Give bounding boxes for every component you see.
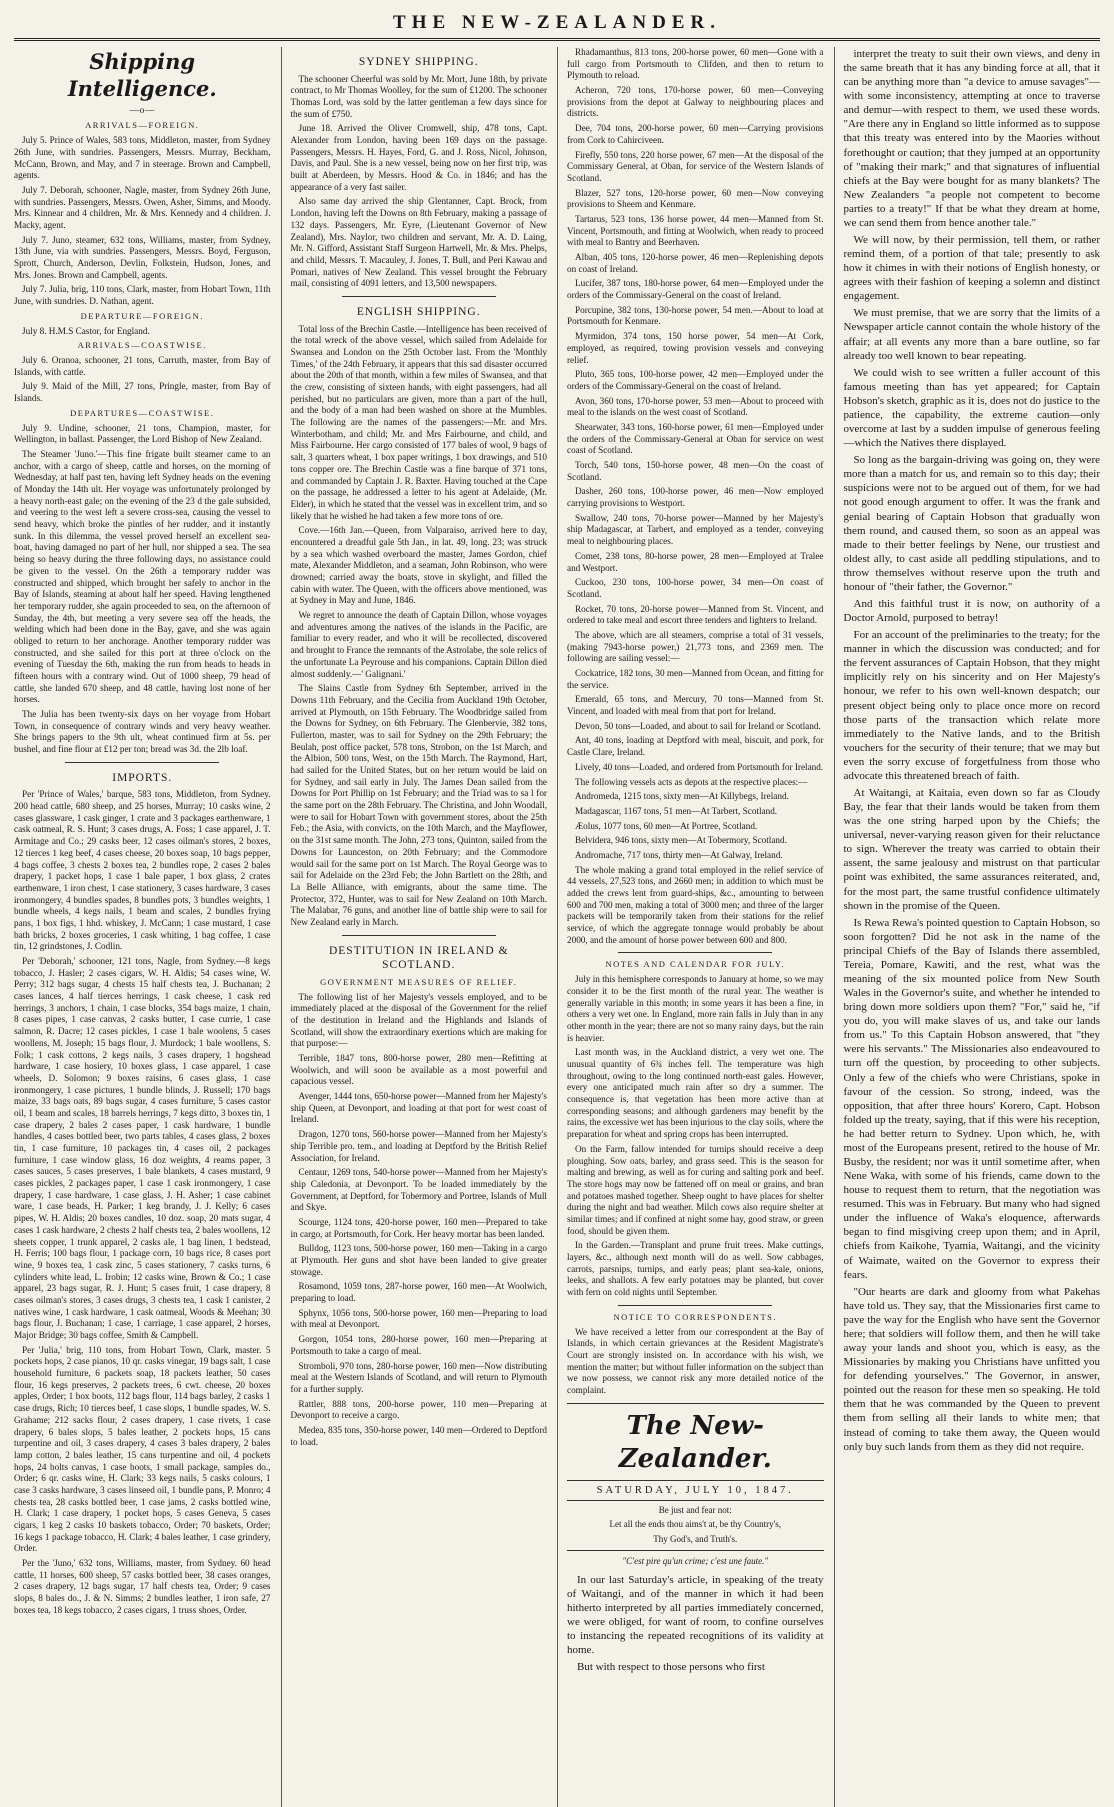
- paragraph: We will now, by their permission, tell them, or rather remind them, of a portion of that tale; presently to ask how it chimes in with their notions of English honesty, or agrees with their fashion of keeping a solemn and distinct engagement.: [843, 234, 1100, 303]
- paragraph: Per 'Deborah,' schooner, 121 tons, Nagle, from Sydney.—8 kegs tobacco, J. Hasler; 2 cases cigars, W. H. Aldis; 54 cases wine, W. Perry; 312 bags sugar, 4 chests 15 half chests tea, J. Buchanan; 2 cases lances, 4 half tierces herrings, 1 cask cheese, 1 cask red herrings, 3 anchors, 1 chain, 1 case blocks, 354 bags maize, 1 chain, 8 cases pipes, 1 case canvas, 2 casks butter, 1 case currie, 1 case salmon, R. Dacre; 12 cases pickles, 1 case 1 bale woolens, 5 cases woollens, M. Joseph; 15 bags flour, J. Murdock; 1 bale woollens, S. Folk; 1 cask cottons, 2 kegs nails, 3 cases drapery, 1 hogshead hardware, 1 case hosiery, 10 boxes glass, 1 case apparel, 1 case wheels, D. Solomon; 9 boxes raisins, 6 cases glass, 1 case ironmongery, 1 case pictures, 1 bundle blinds, J. Russell; 170 bags maize, 33 bags oats, 89 bags sugar, 4 cases furniture, 5 cases castor oil, 1 beam and scales, 18 barrels herrings, 7 kegs ditto, 3 boxes tin, 1 case drapery, 2 bales 2 cases paper, 1 cask hardware, 1 bundle handles, 4 cases bottled beer, two parts tables, 4 cases glass, 2 boxes tin, 1 case furniture, 10 packages tin, 4 cases oil, 2 packages furniture, 1 case window glass, 16 doz weights, 4 reams paper, 3 cases sauces, 5 cases preserves, 1 bale blankets, 4 cases mustard, 9 cases pickles, 2 packages paper, 1 case 1 cask ironmongery, 1 case drapery, 1 case hardware, 1 case glass, J. H. Asher; 1 case cabinet ware, 1 case beads, H. Parker; 1 keg brandy, J. J. Kelly; 6 cases pipes, W. H. Aldis; 20 boxes candles, 10 doz. soap, 20 mats sugar, 4 cases 1 cask hardware, 2 chests 2 half chests tea, 2 bales woollens, 12 sheets copper, 1 trunk apparel, 2 casks ale, 1 bag linen, 1 bedstead, H. Ferris; 100 bags flour, 1 package corn, 10 bags rice, 8 cases port wine, 9 boxes tea, 1 cask zinc, 5 cases stationery, 7 casks turns, 6 cylinders white lead, L. Irobin; 12 casks wine, Brown & Co.; 1 case apparel, 23 bags sugar, R. J. Hunt; 5 cases fruit, 1 case drapery, 8 cases oilman's stores, 3 cases drugs, 3 chests tea, 1 cask 1 canister, 2 natives wine, 1 cask hardware, 1 cask oatmeal, Woods & Meehan; 30 bags flour, J. Buchanan; 1 case, 1 carriage, 1 case apparel, 2 horses, Major Bridge; 30 bags coffee, Smith & Campbell.: [14, 956, 271, 1341]
- imports-heading: IMPORTS.: [112, 771, 173, 784]
- paragraph: For an account of the preliminaries to the treaty; for the manner in which the discussion was conducted; and for the fervent assurances of Captain Hobson, that they might implicitly rely on his sincerity and on Her Majesty's honour, we refer to his own well-known despatch; our present object being only to place once more on record those parts of the transaction which relate more immediately to the Native lands, and to the British vouchers for the security of their tenure; that we may but even the sorry excuse of forgetfulness from those who advocate this threatened breach of faith.: [843, 629, 1100, 782]
- paragraph: Comet, 238 tons, 80-horse power, 28 men—Employed at Tralee and Westport.: [567, 550, 824, 573]
- divider: [618, 1305, 772, 1306]
- paragraph: Per the 'Juno,' 632 tons, Williams, master, from Sydney. 60 head cattle, 11 horses, 600 sheep, 57 casks bottled beer, 38 cases oranges, 2 cases drapery, 12 bags sugar, 17 half chests tea, Order; 9 cases slops, 8 bales do., J. & N. Simms; 2 bundles leather, 1 iron safe, 27 boxes tea, 18 kegs tobacco, 2 cases cigars, 1 truss shoes, Order.: [14, 1558, 271, 1615]
- paragraph: Avon, 360 tons, 170-horse power, 53 men—About to proceed with meal to the islands on the west coast of Scotland.: [567, 395, 824, 418]
- paragraph: We regret to announce the death of Captain Dillon, whose voyages and adventures among the natives of the islands in the Pacific, are familiar to every reader, and who it will be recollected, discovered and brought to France the remnants of the Astrolabe, the sole relics of the unfortunate La Peyrouse and his companions. Captain Dillon died almost suddenly.—' Galignani.': [290, 610, 547, 679]
- paragraph: Per 'Julia,' brig, 110 tons, from Hobart Town, Clark, master. 5 pockets hops, 2 case pianos, 10 qr. casks vinegar, 19 bags salt, 1 case household furniture, 6 packets soap, 18 packets leather, 50 cases flour, 16 kegs preserves, 2 packets trees, 6 cwt. cheese, 20 boxes apples, Order; 1 box boots, 112 bags flour, 114 bags barley, 2 casks 1 case drugs, Rich; 10 tierces beef, 1 case slops, 1 bundle spades, W. S. Grahame; 212 sacks flour, 2 cases drapery, 1 case rivets, 1 case drapery, 6 bales slops, 5 bales leather, 2 pockets hops, 15 cans turpentine and oil, 3 cases drapery, 4 cases 3 bales drapery, 2 bales lamp cotton, 2 bales leather, 15 cans turpentine and oil, 4 pockets hops, 24 bolts canvas, 1 case boots, 1 small package, samples do., Order; 6 qr. casks wine, H. Clark; 33 kegs nails, 5 casks colours, 1 case 3 casks hardware, 3 cases linseed oil, 1 bundle pans, P. Monro; 4 chests tea, 28 casks bottled beer, 1 case jams, 2 casks bottled wine, H. Clark; 1 case drapery, 1 pocket hops, 5 cases Geneva, 5 cases cigars, 1 keg 2 casks 10 baskets tobacco, Order; 70 baskets, Order; 16 kegs 1 package tobacco, H. Clark; 4 bales leather, 1 case grindery, Order.: [14, 1344, 271, 1554]
- paragraph: We could wish to see written a fuller account of this famous meeting than has yet appeared; for Captain Hobson's sketch, graphic as it is, does not do justice to the patience, the capability, the extreme caution—only overcome at last by a sudden impulse of generous feeling—which the Natives there displayed.: [843, 366, 1100, 450]
- ornament: —o—: [129, 106, 155, 117]
- paragraph: Sphynx, 1056 tons, 500-horse power, 160 men—Preparing to load with meal at Devonport.: [290, 1307, 547, 1330]
- paragraph: So long as the bargain-driving was going on, they were more than a match for us, and remain so to this day; their suspicions were not to be argued out of them, for we had not good enough argument to offer. It was the frank and genial bearing of Captain Hobson that gradually won them round, and caused them, so soon as an appeal was made to their better feelings by Nene, our trustiest and oldest ally, to cast aside all peddling stipulations, and to throw themselves without reserve upon the truth and honour of "their father, the Governor.": [843, 454, 1100, 593]
- paragraph: Acheron, 720 tons, 170-horse power, 60 men—Conveying provisions from the depot at Galway to neighbouring places and districts.: [567, 85, 824, 119]
- paragraph: And this faithful trust it is now, on authority of a Doctor Arnold, purposed to betray!: [843, 597, 1100, 625]
- section-subheading: ARRIVALS—COASTWISE.: [77, 340, 207, 351]
- paragraph: Firefly, 550 tons, 220 horse power, 67 men—At the disposal of the Commissary General, at Oban, for service of the Western Islands of Scotland.: [567, 149, 824, 183]
- paragraph: In the Garden.—Transplant and prune fruit trees. Make cuttings, layers, &c., although next month will do as well. Sow cabbages, carrots, parsnips, turnips, and early peas; plant sea-kale, onions, leeks, and shallots. A few early potatoes may be planted, but cover with fern on cold nights until September.: [567, 1240, 824, 1298]
- divider: [342, 296, 496, 297]
- paragraph: The Steamer 'Juno.'—This fine frigate built steamer came to an anchor, with a cargo of sheep, cattle and horses, on the morning of Wednesday, at half past ten, having left Sydney heads on the evening of Monday the 14th ult. Her voyage was unfortunately prolonged by a heavy north-east gale; on the evening of the 23 d the gale subsided, and veering to the west left a severe cross-sea, causing the vessel to send heavy, which broke the pintles of her rudder, and it instantly sunk. In this dilemma, the vessel proved herself an excellent sea-boat, having damaged no part of her hull, nor shipped a sea. The sea being so heavy during the three following days, no assistance could be given to the vessel. On the 26th a temporary rudder was constructed and shipped, which brought her safely to anchor in the Bay of Islands, steaming at about half her speed. Having lengthened her temporary rudder, she again proceeded to sea, on the afternoon of Sunday, the 4th, but meeting a very severe sea off the heads, the welding which had been done in the Bay, gave, and she was again obliged to return to her anchorage. Another temporary rudder was constructed, and she sailed for this port at three o'clock on the evening of Tuesday the 6th, making the run from heads to heads in fifteen hours with a contrary wind. Out of 1000 sheep, 79 head of cattle, she landed 670 sheep, and 48 cattle, having lost none of her horses.: [14, 448, 271, 705]
- paragraph: Dragon, 1270 tons, 560-horse power—Manned from her Majesty's ship Terrible pro. tem., and loading at Deptford by the British Relief Association, for Ireland.: [290, 1129, 547, 1163]
- paragraph: Alban, 405 tons, 120-horse power, 46 men—Replenishing depots on coast of Ireland.: [567, 252, 824, 274]
- sydney-shipping-heading: SYDNEY SHIPPING.: [358, 56, 479, 68]
- paragraph: Dee, 704 tons, 200-horse power, 60 men—Carrying provisions from Cork to Cahirciveen.: [567, 123, 824, 145]
- paragraph: Swallow, 240 tons, 70-horse power—Manned by her Majesty's ship Madagascar, at Tarbert, and employed as a tender, conveying meal to neighbouring places.: [567, 512, 824, 547]
- motto-line: Let all the ends thou aims't at, be thy Country's,: [609, 1519, 781, 1530]
- paragraph: Madagascar, 1167 tons, 51 men—At Tarbert, Scotland.: [575, 805, 778, 816]
- destitution-heading: DESTITUTION IN IRELAND & SCOTLAND.: [328, 944, 509, 972]
- column-4: [834, 47, 1101, 1807]
- paragraph: The whole making a grand total employed in the relief service of 44 vessels, 27,523 tons, and 2660 men; in addition to which must be added the crews lent from guard-ships, &c., amounting to between 600 and 700 men, making a total of 3000 men; and three of the larger packets will be temporarily taken from their stations for the relief service, of which the aggregate tonnage would probably be about 2000, and the amount of horse power between 600 and 800.: [567, 864, 824, 945]
- paragraph: Myrmidon, 374 tons, 150 horse power, 54 men—At Cork, employed, as required, towing provision vessels and conveying relief.: [567, 331, 824, 365]
- paragraph: July 9. Maid of the Mill, 27 tons, Pringle, master, from Bay of Islands.: [14, 381, 271, 404]
- paragraph: But with respect to those persons who first: [577, 1661, 765, 1674]
- notes-heading: NOTES AND CALENDAR FOR JULY.: [605, 959, 786, 970]
- correspondents-heading: NOTICE TO CORRESPONDENTS.: [613, 1311, 778, 1322]
- paragraph: "Our hearts are dark and gloomy from what Pakehas have told us. They say, that the Missionaries first came to pave the way for the English who have sent the Governor here; that soldiers will follow them, and then he will take away your lands and shoot you, which is easy, as the Missionaries by making you Christians have unfitted you for defending yourselves." The Governor, in answer, pointed out the reason for these men so speaking. He told them that he was commanded by the Queen to prevent them from selling all their lands to white men; that instead of coming to take them away, the Queen would only buy such lands from them as they did not require.: [843, 1285, 1100, 1453]
- paragraph: Devon, 50 tons—Loaded, and about to sail for Ireland or Scotland.: [575, 720, 821, 731]
- paragraph: Belvidera, 946 tons, sixty men—At Tobermory, Scotland.: [575, 835, 787, 846]
- paragraph: Cove.—16th Jan.—Queen, from Valparaiso, arrived here to day, encountered a dreadful gale 5th Jan., in lat. 49, long. 23; was struck by a sea which washed overboard the master, James Gordon, chief mate, Alexander Middleton, and a seaman, John Robinson, who were drowned; carried away the boats, stove in skylight, and filled the cabin with water. The Queen, with the officers above mentioned, was at Sydney in May and June, 1846.: [290, 525, 547, 606]
- paragraph: The schooner Cheerful was sold by Mr. Mort, June 18th, by private contract, to Mr Thomas Woolley, for the sum of £1200. The schooner Thomas Lord, was sold by the latter gentleman a few days since for the sum of £750.: [290, 73, 547, 119]
- paragraph: Andromeda, 1215 tons, sixty men—At Killybegs, Ireland.: [575, 791, 789, 802]
- paragraph: July in this hemisphere corresponds to January at home, so we may consider it to be the first month of the rural year. The weather is generally variable in this month; in some years it has been a fine, in others a very wet one. In England, more rain falls in July than in any other month in the year; there are not so many rainy days, but the rain is heavier.: [567, 974, 824, 1043]
- section-subheading: GOVERNMENT MEASURES OF RELIEF.: [320, 976, 518, 987]
- paragraph: Tartarus, 523 tons, 136 horse power, 44 men—Manned from St. Vincent, Portsmouth, and fitting at Woolwich, when ready to proceed with meal to Bantry and Beerhaven.: [567, 213, 824, 248]
- paragraph: We must premise, that we are sorry that the limits of a Newspaper article cannot contain the whole history of the affair; at all events any more than a bare outline, so far already too well known to bear repeating.: [843, 307, 1100, 362]
- paragraph: Æolus, 1077 tons, 60 men—At Portree, Scotland.: [575, 820, 758, 831]
- paragraph: Centaur, 1269 tons, 540-horse power—Manned from her Majesty's ship Caledonia, at Devonport. To be loaded immediately by the Government, at Deptford, for Tobermory and Portree, Islands of Mull and Skye.: [290, 1167, 547, 1213]
- paragraph: Rattler, 888 tons, 200-horse power, 110 men—Preparing at Devonport to receive a cargo.: [290, 1398, 547, 1421]
- paragraph: Andromache, 717 tons, thirty men—At Galway, Ireland.: [575, 849, 783, 860]
- paragraph: Pluto, 365 tons, 100-horse power, 42 men—Employed under the orders of the Commissary-General on the coast of Ireland.: [567, 369, 824, 391]
- epigraph: "C'est pire qu'un crime; c'est une faute.": [567, 1550, 824, 1567]
- paragraph: Torch, 540 tons, 150-horse power, 48 men—On the coast of Scotland.: [567, 460, 824, 482]
- paragraph: The above, which are all steamers, comprise a total of 31 vessels, (making 7943-horse power,) 21,773 tons, and 2369 men. The following are sailing vessel:—: [567, 629, 824, 664]
- paragraph: Shearwater, 343 tons, 160-horse power, 61 men—Employed under the orders of the Commissary-General at Oban for service on west coast of Scotland.: [567, 421, 824, 456]
- divider: [342, 935, 496, 936]
- paragraph: The following vessels acts as depots at the respective places:—: [575, 776, 808, 787]
- paragraph: Cuckoo, 230 tons, 100-horse power, 34 men—On coast of Scotland.: [567, 577, 824, 599]
- motto-line: Thy God's, and Truth's.: [653, 1533, 738, 1544]
- paragraph: July 7. Deborah, schooner, Nagle, master, from Sydney 26th June, with sundries. Passengers, Messrs. Owen, Asher, Simms, and Moody. Mrs. Kinnear and 4 children, Mr. & Mrs. Kennedy and 4 children. J. Macky, agent.: [14, 184, 271, 230]
- paragraph: Rhadamanthus, 813 tons, 200-horse power, 60 men—Gone with a full cargo from Portsmouth to Clifden, and then to return to Plymouth to reload.: [567, 47, 824, 81]
- paragraph: Total loss of the Brechin Castle.—Intelligence has been received of the total wreck of the above vessel, which sailed from Adelaide for Swansea and London on the 25th October last. From the 'Monthly Times,' of the 24th February, it appears that this sad disaster occurred about the 20th of that month, within a few miles of Swansea, and that the crew, consisting of sixteen hands, with eight passengers, had all perished, but no particulars are given, more than a part of the hull, and the body of a man had been washed on shore at the Mumbles. The following are the names of the passengers:—Mr. and Mrs. Winterbotham, and child; Mr. and Mrs Fairbourne, and child, and Miss Fairbourne. Her cargo consisted of 177 bales of wool, 9 bags of salt, 3 quarters wheat, 1 box paper writings, 1 box drawings, and 510 tons copper ore. The Brechin Castle was a fine barque of 371 tons, and commanded by Captain J. R. Baxter. Having touched at the Cape on the passage, he addressed a letter to his agent at Adelaide, (Mr. Elder), in which he stated that the vessel was in excellent trim, and so likely that he wished he had taken a few more tons of ore.: [290, 323, 547, 521]
- section-subheading: DEPARTURES—COASTWISE.: [70, 407, 215, 418]
- paragraph: July 8. H.M.S Castor, for England.: [22, 325, 150, 336]
- paragraph: Blazer, 527 tons, 120-horse power, 60 men—Now conveying provisions to Sheem and Kenmare.: [567, 187, 824, 210]
- paragraph: Avenger, 1444 tons, 650-horse power—Manned from her Majesty's ship Queen, at Devonport, and loading at that port for west coast of Ireland.: [290, 1091, 547, 1125]
- paragraph: Last month was, in the Auckland district, a very wet one. The unusual quantity of 6¾ inches fell. The temperature was high throughout, owing to the long continued north-east gales. However, every one anticipated much rain after so dry a summer. The consequence is, that vegetation has been more active than at corresponding seasons; and although gardeners may benefit by the rains, the excessive wet has been injurious to the clay soils, where the preparation for wheat and spring crops has been interrupted.: [567, 1047, 824, 1140]
- masthead: THE NEW-ZEALANDER.: [14, 12, 1100, 41]
- paragraph: Emerald, 65 tons, and Mercury, 70 tons—Manned from St. Vincent, and loaded with meal from that port for Ireland.: [567, 694, 824, 717]
- column-2: [281, 47, 548, 1807]
- paragraph: Lucifer, 387 tons, 180-horse power, 64 men—Employed under the orders of the Commissary-General on the coast of Ireland.: [567, 278, 824, 301]
- paragraph: July 7. Juno, steamer, 632 tons, Williams, master, from Sydney, 13th June, via with sundries. Passengers, Messrs. Boyd, Ferguson, Sprott, Church, Anderson, Devlin, Folkstein, Hudson, Jones, and Mrs. Jones. Brown and Campbell, agents.: [14, 234, 271, 280]
- paragraph: June 18. Arrived the Oliver Cromwell, ship, 478 tons, Capt. Alexander from London, having been 169 days on the passage. Passengers, Messrs. H. Hayes, Ford, G. and J. Ross, Nicol, Johnson, Davis, and Paul. She is a new vessel, being now on her first trip, was built at Aberdeen, by Messrs. Hood & Co. in 1846; and has the appearance of a very fast sailer.: [290, 123, 547, 192]
- paragraph: Also same day arrived the ship Glentanner, Capt. Brock, from London, having left the Downs on 8th February, making a passage of 132 days. Passengers, Mr. Eyre, (Lieutenant Governor of New Zealand), Mrs. Naylor, two children and servant, Mr. A. D. Laing, Mr. N. Gifford, Assistant Staff Surgeon Hartwell, Mr. & Mrs. Phelps, and child, Messrs. T. Macauley, J. Jones, T. Bull, and Peri Kawau and Pomari, natives of New Zealand. This vessel brought the February mail, consisting of 4091 letters, and 13,500 newspapers.: [290, 196, 547, 289]
- column-3: [557, 47, 824, 1807]
- paragraph: The Julia has been twenty-six days on her voyage from Hobart Town, in consequence of contrary winds and very heavy weather. She brings papers to the 9th ult, wheat continued firm at 5s. per bushel, and fine flour at £12 per ton; bread was 3d. the 2lb loaf.: [14, 709, 271, 755]
- paper-title: The New-Zealander.: [567, 1403, 824, 1476]
- paragraph: We have received a letter from our correspondent at the Bay of Islands, in which certain grievances at the Resident Magistrate's Court are strongly insisted on. In accordance with his wish, we mention the matter; but without fuller information on the subject than we now possess, we cannot risk any more detailed notice of the complaint.: [567, 1326, 824, 1395]
- paragraph: The following list of her Majesty's vessels employed, and to be immediately placed at the disposal of the Government for the relief of the destitution in Ireland and the Highlands and Islands of Scotland, will show the extraordinary exertions which are making for that purpose:—: [290, 991, 547, 1049]
- paragraph: Dasher, 260 tons, 100-horse power, 46 men—Now employed carrying provisions to Westport.: [567, 486, 824, 509]
- divider: [65, 762, 219, 763]
- paragraph: Rosamond, 1059 tons, 287-horse power, 160 men—At Woolwich, preparing to load.: [290, 1281, 547, 1304]
- paragraph: Stromboli, 970 tons, 280-horse power, 160 men—Now distributing meal at the Western Islands of Scotland, and will return to Plymouth for a further supply.: [290, 1360, 547, 1394]
- english-shipping-heading: ENGLISH SHIPPING.: [356, 305, 481, 318]
- paragraph: Is Rewa Rewa's pointed question to Captain Hobson, so soon forgotten? Did he not ask in the name of the principal Chiefs of the Bay of Islands there assembled, Tereia, Pomare, Kawiti, and the rest, what was the meaning of the six mounted police from New South Wales in the Governor's suite, and whether he intended to bring down more soldiers upon them? "For," said he, "if you do, you will make slaves of us, and take our lands from us." To this Captain Hobson answered, that "they were his servants." The Missionaries also endeavoured to turn off the question, by proceeding to other subjects. Only a few of the chiefs who were Christians, spoke in favour of the cession. So strong, indeed, was the opposition, that after three hours' Korero, Capt. Hobson folded up the treaty, saying, that if this were his reception, he had better return to Sydney. Upon which, he, with most of the Europeans present, retired to the house of Mr. Busby, the resident; nor was it until sometime after, when Nene Waka, with some of his friends, came down to the house to request them to return, that the negotiation was resumed. This was in February. But many who had signed under the influence of Waka's eloquence, afterwards began to find misgiving creep upon them; and in April, chiefs from Kaikohe, Tyamia, Waitangi, and the vicinity of Waimate, waited on the Governor to express their fears.: [843, 916, 1100, 1281]
- paragraph: Rocket, 70 tons, 20-horse power—Manned from St. Vincent, and ordered to take meal and escort three tenders and lighters to Ireland.: [567, 603, 824, 626]
- paragraph: Scourge, 1124 tons, 420-horse power, 160 men—Prepared to take in cargo, at Portsmouth, for Cork. Her heavy mortar has been landed.: [290, 1216, 547, 1239]
- section-subheading: DEPARTURE—FOREIGN.: [80, 310, 204, 321]
- paragraph: At Waitangi, at Kaitaia, even down so far as Cloudy Bay, the fear that their lands would be taken from them was the one string harped upon by the Chiefs; the universal, never-varying reason given for their reluctance to sign. Wherever the treaty was carried to obtain their assent, the same jealousy and mistrust on that particular point was exhibited, the same assurances reiterated, and, for the most part, the same trustful confidence ultimately shown in the promise of the Queen.: [843, 786, 1100, 912]
- paragraph: interpret the treaty to suit their own views, and deny in the same breath that it has any binding force at all, that it can be anything more than "a device to amuse savages"—with some inconsistency, attempting at once to traverse and demur—with respect to them, we used these words. "Are there any in England so little informed as to suppose that this treaty was entered into by the Maories without forethought or caution; that they jumped at an opportunity of "making their mark;" and that signatures of influential chiefs at the Bay were bought for as many blankets? The New Zealanders "a people not competent to become parties to a treaty!" If that be what they dream at home, we can send them from hence another tale.": [843, 48, 1100, 229]
- paragraph: On the Farm, fallow intended for turnips should receive a deep ploughing. Sow oats, barley, and grass seed. This is the season for malting and brewing, as well as for curing and salting pork and beef. The store hogs may now be fattened off on meal or grains, and bran and potatoes mashed together. Sheep ought to have places for shelter during the night and bad weather. Milch cows also require shelter at similar times; and if confined at night some hay, good straw, or green food, should be given them.: [567, 1143, 824, 1236]
- issue-date: SATURDAY, JULY 10, 1847.: [567, 1480, 824, 1501]
- paragraph: The Slains Castle from Sydney 6th September, arrived in the Downs 11th February, and the Cecilia from Auckland 19th October, arrived at Plymouth, on 15th February. The Woodbridge sailed from the Downs for Sydney, on 6th February. The Glenbervie, 382 tons, Fullerton, master, was to sail for Sydney on the 29th February; the Beulah, post office packet, 578 tons, Strobon, on the 1st March, and the Albion, 500 tons, West, on the 15th March. The Raymond, Hart, had sailed for the United States, but on her return would be laid on for Sydney, and sail early in July. The James Dean sailed from the Downs for Port Phillip on 1st February; and the Triad was to sa l for the same port on the 28th February. The Christina, and John Woodall, were to sail for Hobart Town with government stores, about the 25th Feb.; the Asia, with convicts, on the 10th March, and the Mayflower, on the 31st same month. The John, 273 tons, Quinton, sailed from the Downs for Launceston, on 20th February; and the Commodore would sail for the same port on 1st March. The Royal George was to sail for Adelaide on the 23rd Feb; the John Bartlett on the 28th, and La Belle Alliance, with emigrants, about the same time. The Protector, 372, Hunter, was to sail for New Zealand on 10th March. The Malabar, 76 guns, and another line of battle ship were to sail for New Zealand early in March.: [290, 683, 547, 927]
- paragraph: Lively, 40 tons—Loaded, and ordered from Portsmouth for Ireland.: [575, 761, 824, 772]
- paragraph: Per 'Prince of Wales,' barque, 583 tons, Middleton, from Sydney. 200 head cattle, 680 sheep, and 25 horses, Murray; 10 casks wine, 2 cases glassware, 1 cask ginger, 1 crate and 3 packages earthenware, 1 cask oatmeal, R. S. Hunt; 3 cases drugs, A. Foss; 1 case apparel, J. T. Armitage and Co.; 29 casks beer, 12 cases oilman's stores, 2 boxes, 12 tierces 1 keg beef, 4 cases cheese, 20 boxes soap, 10 bags pepper, 4 bags coffee, 3 chests 2 boxes tea, 2 bundles rope, 2 cases 2 bales drapery, 1 packet hops, 1 case 1 bale paper, 1 box glass, 2 crates earthenware, 1 iron chest, 1 case stationery, 3 cases hardware, 3 cases ironmongery, 4 bundles spades, 8 bundles pots, 3 bundles weights, 1 bundle wheels, 4 kegs nails, 1 beam and scales, 2 bundles frying pans, 1 box figs, 1 hhd. whiskey, J. McCann; 1 case mustard, 1 case bath bricks, 2 boxes groceries, 1 cask whiting, 1 bag coffee, 1 case tin, 12 grindstones, J. Codlin.: [14, 789, 271, 952]
- paragraph: July 5. Prince of Wales, 583 tons, Middleton, master, from Sydney 26th June, with sundries. Passengers, Messrs. Murray, Beckham, McCann, Brown, and May, and 7 in steerage. Brown and Campbell, agents.: [14, 135, 271, 181]
- paragraph: Ant, 40 tons, loading at Deptford with meal, biscuit, and pork, for Castle Clare, Ireland.: [567, 735, 824, 758]
- paragraph: Terrible, 1847 tons, 800-horse power, 280 men—Refitting at Woolwich, and will soon be available as a most powerful and capacious vessel.: [290, 1053, 547, 1087]
- paragraph: July 7. Julia, brig, 110 tons, Clark, master, from Hobart Town, 11th June, with sundries. D. Nathan, agent.: [14, 284, 271, 307]
- paragraph: Bulldog, 1123 tons, 500-horse power, 160 men—Taking in a cargo at Plymouth. Her guns and shot have been landed to give greater stowage.: [290, 1243, 547, 1277]
- paragraph: Cockatrice, 182 tons, 30 men—Manned from Ocean, and fitting for the service.: [567, 668, 824, 690]
- motto-line: Be just and fear not:: [658, 1505, 732, 1516]
- paragraph: July 9. Undine, schooner, 21 tons, Champion, master, for Wellington, in ballast. Passenger, the Lord Bishop of New Zealand.: [14, 422, 271, 445]
- paragraph: Medea, 835 tons, 350-horse power, 140 men—Ordered to Deptford to load.: [290, 1424, 547, 1447]
- divider: [618, 952, 772, 953]
- paragraph: In our last Saturday's article, in speaking of the treaty of Waitangi, and of the manner in which it had been hitherto interpreted by all parties immediately concerned, we were obliged, for want of room, to confine ourselves to instancing the repeated recognitions of its validity at home.: [567, 1573, 824, 1657]
- paragraph: Porcupine, 382 tons, 130-horse power, 54 men.—About to load at Portsmouth for Kenmare.: [567, 304, 824, 327]
- shipping-heading: Shipping Intelligence.: [67, 49, 217, 101]
- section-subheading: ARRIVALS—FOREIGN.: [85, 120, 200, 131]
- paragraph: July 6. Oranoa, schooner, 21 tons, Carruth, master, from Bay of Islands, with cattle.: [14, 355, 271, 377]
- paragraph: Gorgon, 1054 tons, 280-horse power, 160 men—Preparing at Portsmouth to take a cargo of meal.: [290, 1334, 547, 1356]
- column-1: [14, 47, 271, 1807]
